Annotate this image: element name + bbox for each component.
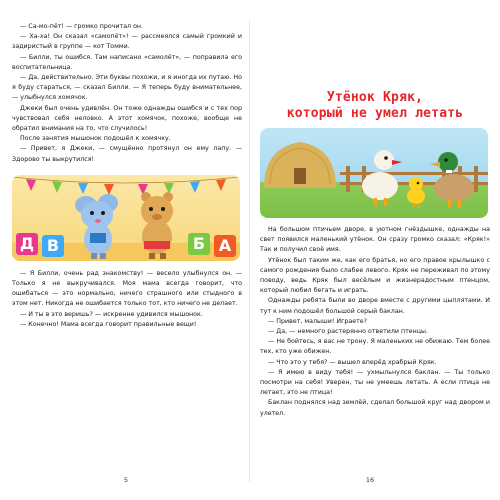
story-paragraph: — Билли, ты ошибся. Там написано «самолёт», — поправила его воспитательница.: [12, 53, 242, 71]
left-page: [4, 22, 248, 482]
letter-block: В: [42, 235, 64, 257]
story-title-line-1: Утёнок Кряк,: [326, 90, 424, 105]
hay-coop: [264, 142, 336, 188]
letter-block: Д: [16, 233, 38, 255]
illustration-mouse-and-hamster: [12, 175, 240, 261]
right-page: [252, 22, 496, 482]
story-paragraph: — Привет, малыши! Играете?: [268, 317, 367, 325]
farmyard-scene: [260, 128, 488, 218]
story-title-line-2: который не умел летать: [286, 106, 464, 121]
illustration-ducks-farmyard: [260, 128, 488, 218]
story-paragraph: — Привет, я Джеки, — смущённо протянул он ему лапу. — Здорово ты выкрутился!: [12, 145, 242, 163]
story-paragraph: — И ты в это веришь? — искренне удивился мышонок.: [20, 310, 203, 318]
story-paragraph: На большом птичьем дворе, в уютном гнёздышке, однажды на свет появился маленький утёнок. Он сразу громко сказал: «Кряк!» Так и получил своё имя.: [260, 226, 490, 254]
right-page-text: [260, 225, 490, 419]
story-paragraph: — Да, действительно. Эти буквы похожи, и я иногда их путаю. Но я буду стараться, — сказал Билли. — Я теперь буду внимательнее, — улыбнулся хомячок.: [12, 74, 242, 102]
duckling-kryak: [407, 177, 428, 208]
story-paragraph: — Ха-ха! Он сказал «самопёт»! — рассмеялся самый громкий и задиристый в группе — кот Томми.: [12, 33, 242, 51]
story-title: [260, 90, 490, 122]
left-page-text-top: [12, 22, 242, 165]
story-paragraph: — Не бойтесь, я вас не трону. Я маленьких не обижаю. Тем более тех, кто уже обижен.: [260, 338, 490, 356]
story-paragraph: — Са-мо-пёт! — громко прочитал он.: [20, 23, 144, 30]
story-paragraph: — Я Билли, очень рад знакомству! — весело улыбнулся он. — Только я не выкручивался. Моя мама всегда говорит, что ошибаться — это нормально, ничего страшного или стыдного в этом нет. Никогда не ошибается только тот, кто ничего не делает.: [12, 269, 242, 308]
page-number-right: 16: [365, 476, 375, 484]
left-page-text-bottom: [12, 269, 242, 330]
story-paragraph: Утёнок был таким же, как его братья, но его правое крылышко с самого рождения было слабее левого. Кряк не переживал по этому поводу, ведь Кряк был весёлым и жизнерадостным птенцом, который любил бегать и играть.: [260, 256, 490, 295]
white-duck: [362, 150, 402, 206]
letter-block: А: [214, 235, 236, 257]
story-paragraph: — Конечно! Мама всегда говорит правильные вещи!: [20, 320, 197, 328]
story-paragraph: После занятия мышонок подошёл к хомячку.: [20, 135, 171, 143]
story-paragraph: Баклан поднялся над землёй, сделал большой круг над двором и улетел.: [260, 399, 490, 417]
letter-block: Б: [188, 233, 210, 255]
story-paragraph: Однажды ребята были во дворе вместе с другими цыплятами. И тут к ним подошёл большой серый баклан.: [260, 297, 490, 315]
page-number-left: 5: [123, 476, 129, 484]
mallard-duck: [430, 152, 474, 208]
story-paragraph: — Да, — немного растерянно ответили птенцы.: [268, 328, 429, 336]
story-paragraph: — Я имею в виду тебя! — ухмыльнулся баклан. — Ты только посмотри на себя! Уверен, ты не умеешь летать. А если птица не летает, это не птица!: [260, 368, 490, 397]
mouse-character: [75, 194, 118, 259]
hamster-character: [141, 192, 173, 259]
story-paragraph: — Что это у тебя? — вышел вперёд храбрый Кряк.: [268, 358, 437, 366]
page-gutter: [249, 20, 250, 482]
story-paragraph: Джеки был очень удивлён. Он тоже однажды ошибся и с тех пор чувствовал себя неловко. А этот хомячок, похоже, вообще не обратил внимания на то, что случилось!: [12, 104, 242, 133]
